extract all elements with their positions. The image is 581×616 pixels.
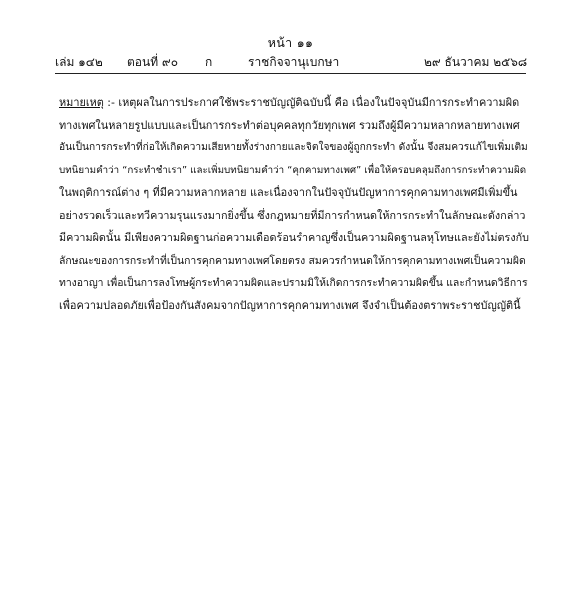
remark-label: หมายเหตุ	[59, 96, 104, 109]
remark-line-4: บทนิยามคำว่า “กระทำชำเรา” และเพิ่มบทนิยามคำว่า “คุกคามทางเพศ” เพื่อให้ครอบคลุมถึงการกระทำความผิด	[59, 164, 527, 176]
remark-line-9: ทางอาญา เพื่อเป็นการลงโทษผู้กระทำความผิดและปรามมิให้เกิดการกระทำความผิดขึ้น และกำหนดวิธีการ	[59, 277, 528, 289]
remark-line-1	[59, 92, 529, 115]
remark-line-10: เพื่อความปลอดภัยเพื่อป้องกันสังคมจากปัญหาการคุกคามทางเพศ จึงจำเป็นต้องตราพระราชบัญญัตินี้	[59, 298, 521, 312]
remark-paragraph	[59, 92, 529, 317]
remark-line-3: อันเป็นการกระทำที่ก่อให้เกิดความเสียหายทั้งร่างกายและจิตใจของผู้ถูกกระทำ ดังนั้น จึงสมควรแก้ไขเพิ่มเติม	[59, 142, 528, 153]
header-section: ก	[205, 55, 213, 69]
header-rule	[55, 73, 526, 74]
remark-line-6: อย่างรวดเร็วและทวีความรุนแรงมากยิ่งขึ้น ซึ่งกฎหมายที่มีการกำหนดให้การกระทำในลักษณะดังกล่าว	[59, 208, 526, 222]
page-number: หน้า ๑๑	[267, 35, 314, 50]
gazette-header	[55, 53, 528, 69]
remark-line-1-text: :- เหตุผลในการประกาศใช้พระราชบัญญัติฉบับนี้ คือ เนื่องในปัจจุบันมีการกระทำความผิด	[107, 96, 520, 109]
remark-line-5: ในพฤติการณ์ต่าง ๆ ที่มีความหลากหลาย และเนื่องจากในปัจจุบันปัญหาการคุกคามทางเพศมีเพิ่มขึ้น	[59, 186, 518, 199]
header-date: ๒๙ ธันวาคม ๒๕๖๘	[424, 55, 528, 69]
header-volume: เล่ม ๑๔๒	[55, 55, 103, 69]
remark-line-8: ลักษณะของการกระทำที่เป็นการคุกคามทางเพศโดยตรง สมควรกำหนดให้การคุกคามทางเพศเป็นความผิด	[59, 254, 526, 267]
header-gazette-name: ราชกิจจานุเบกษา	[248, 55, 340, 69]
header-part: ตอนที่ ๙๐	[127, 55, 179, 69]
remark-line-2: ทางเพศในหลายรูปแบบและเป็นการกระทำต่อบุคคลทุกวัยทุกเพศ รวมถึงผู้มีความหลากหลายทางเพศ	[59, 118, 520, 132]
remark-line-7: มีความผิดนั้น มีเพียงความผิดฐานก่อความเดือดร้อนรำคาญซึ่งเป็นความผิดฐานลหุโทษและยังไม่ตรงกับ	[59, 231, 530, 244]
